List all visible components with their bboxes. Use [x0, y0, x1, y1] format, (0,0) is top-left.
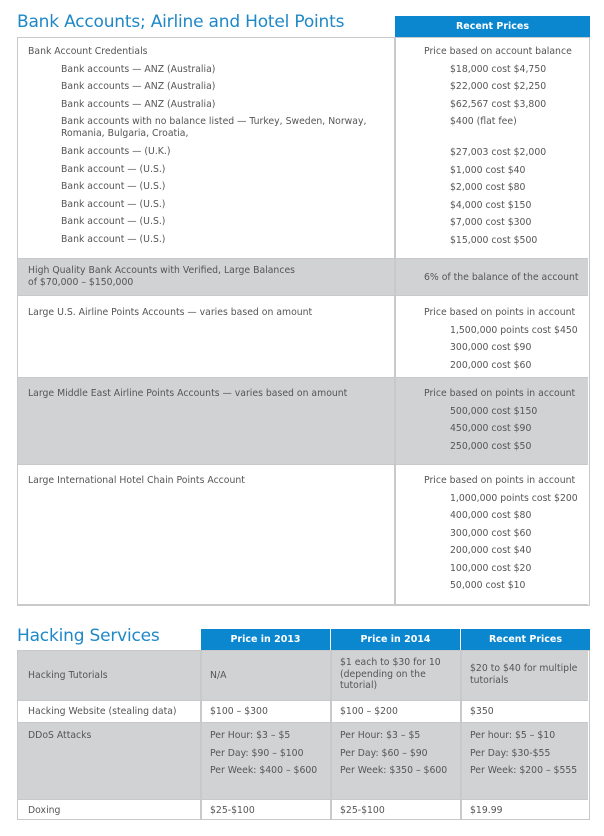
- service-name: Hacking Tutorials: [28, 670, 108, 681]
- price-cell: [424, 304, 578, 374]
- bank-section-title: Bank Accounts; Airline and Hotel Points: [17, 12, 345, 32]
- price-item: 300,000 cost $60: [450, 527, 532, 539]
- recent-prices-header: Recent Prices: [395, 16, 590, 37]
- list-item: Bank accounts — ANZ (Australia): [61, 98, 216, 110]
- header-price-2013: Price in 2013: [201, 629, 330, 650]
- price-item: $7,000 cost $300: [450, 217, 532, 228]
- table-row: [18, 38, 588, 259]
- rate-hour: Per Hour: $3 – $5: [340, 730, 421, 741]
- column-divider: [200, 651, 202, 819]
- price-item: $22,000 cost $2,250: [450, 81, 547, 92]
- rate-day: Per Day: $30-$55: [470, 747, 551, 759]
- rate-week: Per Week: $400 – $600: [210, 765, 318, 776]
- price-2013: [210, 727, 317, 780]
- table-row: [18, 701, 588, 723]
- table-row: [18, 465, 588, 605]
- price-item: 400,000 cost $80: [450, 510, 532, 521]
- list-item: Bank accounts — (U.K.): [61, 146, 171, 157]
- service-name: DDoS Attacks: [28, 730, 92, 741]
- category-label-line2: of $70,000 – $150,000: [28, 277, 134, 288]
- price-2013: $25-$100: [210, 805, 255, 816]
- hacking-services-table: [17, 650, 590, 820]
- recent-price: [470, 727, 577, 780]
- price-cell: [424, 472, 578, 595]
- price-2014: [340, 727, 447, 780]
- category-label: Large Middle East Airline Points Accounts — varies based on amount: [28, 388, 348, 399]
- hacking-section-title: Hacking Services: [17, 626, 160, 646]
- price-item: 200,000 cost $40: [450, 545, 532, 556]
- category-label: Bank Account Credentials: [28, 46, 148, 57]
- bank-accounts-table: [17, 37, 590, 606]
- price-2013: $100 – $300: [210, 706, 268, 717]
- rate-hour: Per Hour: $3 – $5: [210, 730, 291, 741]
- column-divider: [330, 651, 332, 819]
- price-label: 6% of the balance of the account: [424, 272, 579, 283]
- category-label-line1: High Quality Bank Accounts with Verified, Large Balances: [28, 265, 296, 276]
- price-item: $18,000 cost $4,750: [450, 63, 547, 75]
- rate-day: Per Day: $90 – $100: [210, 747, 304, 759]
- table-row: [18, 378, 588, 465]
- rate-week: Per Week: $350 – $600: [340, 765, 448, 776]
- price-item: $2,000 cost $80: [450, 182, 526, 193]
- list-item: Bank accounts — ANZ (Australia): [61, 81, 216, 92]
- header-price-2014: Price in 2014: [331, 629, 460, 650]
- header-recent-prices: Recent Prices: [461, 629, 590, 650]
- price-cell: [424, 43, 572, 249]
- price-label: Price based on points in account: [424, 388, 576, 399]
- list-item: Bank account — (U.S.): [61, 181, 166, 192]
- list-item: Bank accounts with no balance listed — Turkey, Sweden, Norway, Romania, Bulgaria, Croatia,: [61, 116, 367, 139]
- table-row: [18, 800, 588, 820]
- price-item: 1,500,000 points cost $450: [450, 324, 578, 336]
- category-label: Large U.S. Airline Points Accounts — varies based on amount: [28, 307, 313, 318]
- column-divider: [394, 38, 396, 605]
- recent-price: $20 to $40 for multiple tutorials: [470, 663, 578, 686]
- price-2014: $1 each to $30 for 10 (depending on the tutorial): [340, 657, 441, 691]
- row-label: [28, 265, 295, 289]
- rate-week: Per Week: $200 – $555: [470, 765, 578, 776]
- price-item: $400 (flat fee): [450, 116, 517, 127]
- list-item: Bank account — (U.S.): [61, 233, 166, 245]
- table-row: [18, 651, 588, 701]
- price-2014: $25-$100: [340, 805, 385, 816]
- price-item: 1,000,000 points cost $200: [450, 492, 578, 504]
- price-item: 100,000 cost $20: [450, 562, 532, 574]
- table-row: [18, 723, 588, 800]
- price-item: $1,000 cost $40: [450, 164, 526, 176]
- price-2014: $100 – $200: [340, 706, 398, 717]
- service-name: Doxing: [28, 805, 61, 816]
- list-item: Bank account — (U.S.): [61, 198, 166, 210]
- price-item: 200,000 cost $60: [450, 359, 532, 371]
- price-label: Price based on points in account: [424, 475, 576, 486]
- recent-price: $19.99: [470, 805, 503, 816]
- table-row: [18, 296, 588, 378]
- list-item: Bank account — (U.S.): [61, 163, 166, 175]
- list-item: Bank account — (U.S.): [61, 216, 166, 227]
- price-item: $27,003 cost $2,000: [450, 147, 547, 158]
- price-item: $4,000 cost $150: [450, 199, 532, 211]
- category-label: Large International Hotel Chain Points Account: [28, 475, 245, 486]
- price-item: 250,000 cost $50: [450, 440, 532, 452]
- price-2013: N/A: [210, 670, 227, 681]
- price-cell: [424, 385, 575, 455]
- price-item: 50,000 cost $10: [450, 580, 526, 591]
- column-divider: [460, 651, 462, 819]
- service-name: Hacking Website (stealing data): [28, 706, 177, 717]
- rate-day: Per Day: $60 – $90: [340, 747, 428, 759]
- table-row: [18, 259, 588, 296]
- list-item: Bank accounts — ANZ (Australia): [61, 63, 216, 75]
- price-item: 500,000 cost $150: [450, 405, 538, 417]
- rate-hour: Per hour: $5 – $10: [470, 730, 556, 741]
- price-label: Price based on account balance: [424, 46, 572, 57]
- price-item: $62,567 cost $3,800: [450, 98, 547, 110]
- price-item: $15,000 cost $500: [450, 234, 538, 246]
- row-label: [28, 43, 388, 248]
- price-item: 300,000 cost $90: [450, 342, 532, 353]
- price-label: Price based on points in account: [424, 307, 576, 318]
- recent-price: $350: [470, 706, 494, 717]
- price-item: 450,000 cost $90: [450, 423, 532, 434]
